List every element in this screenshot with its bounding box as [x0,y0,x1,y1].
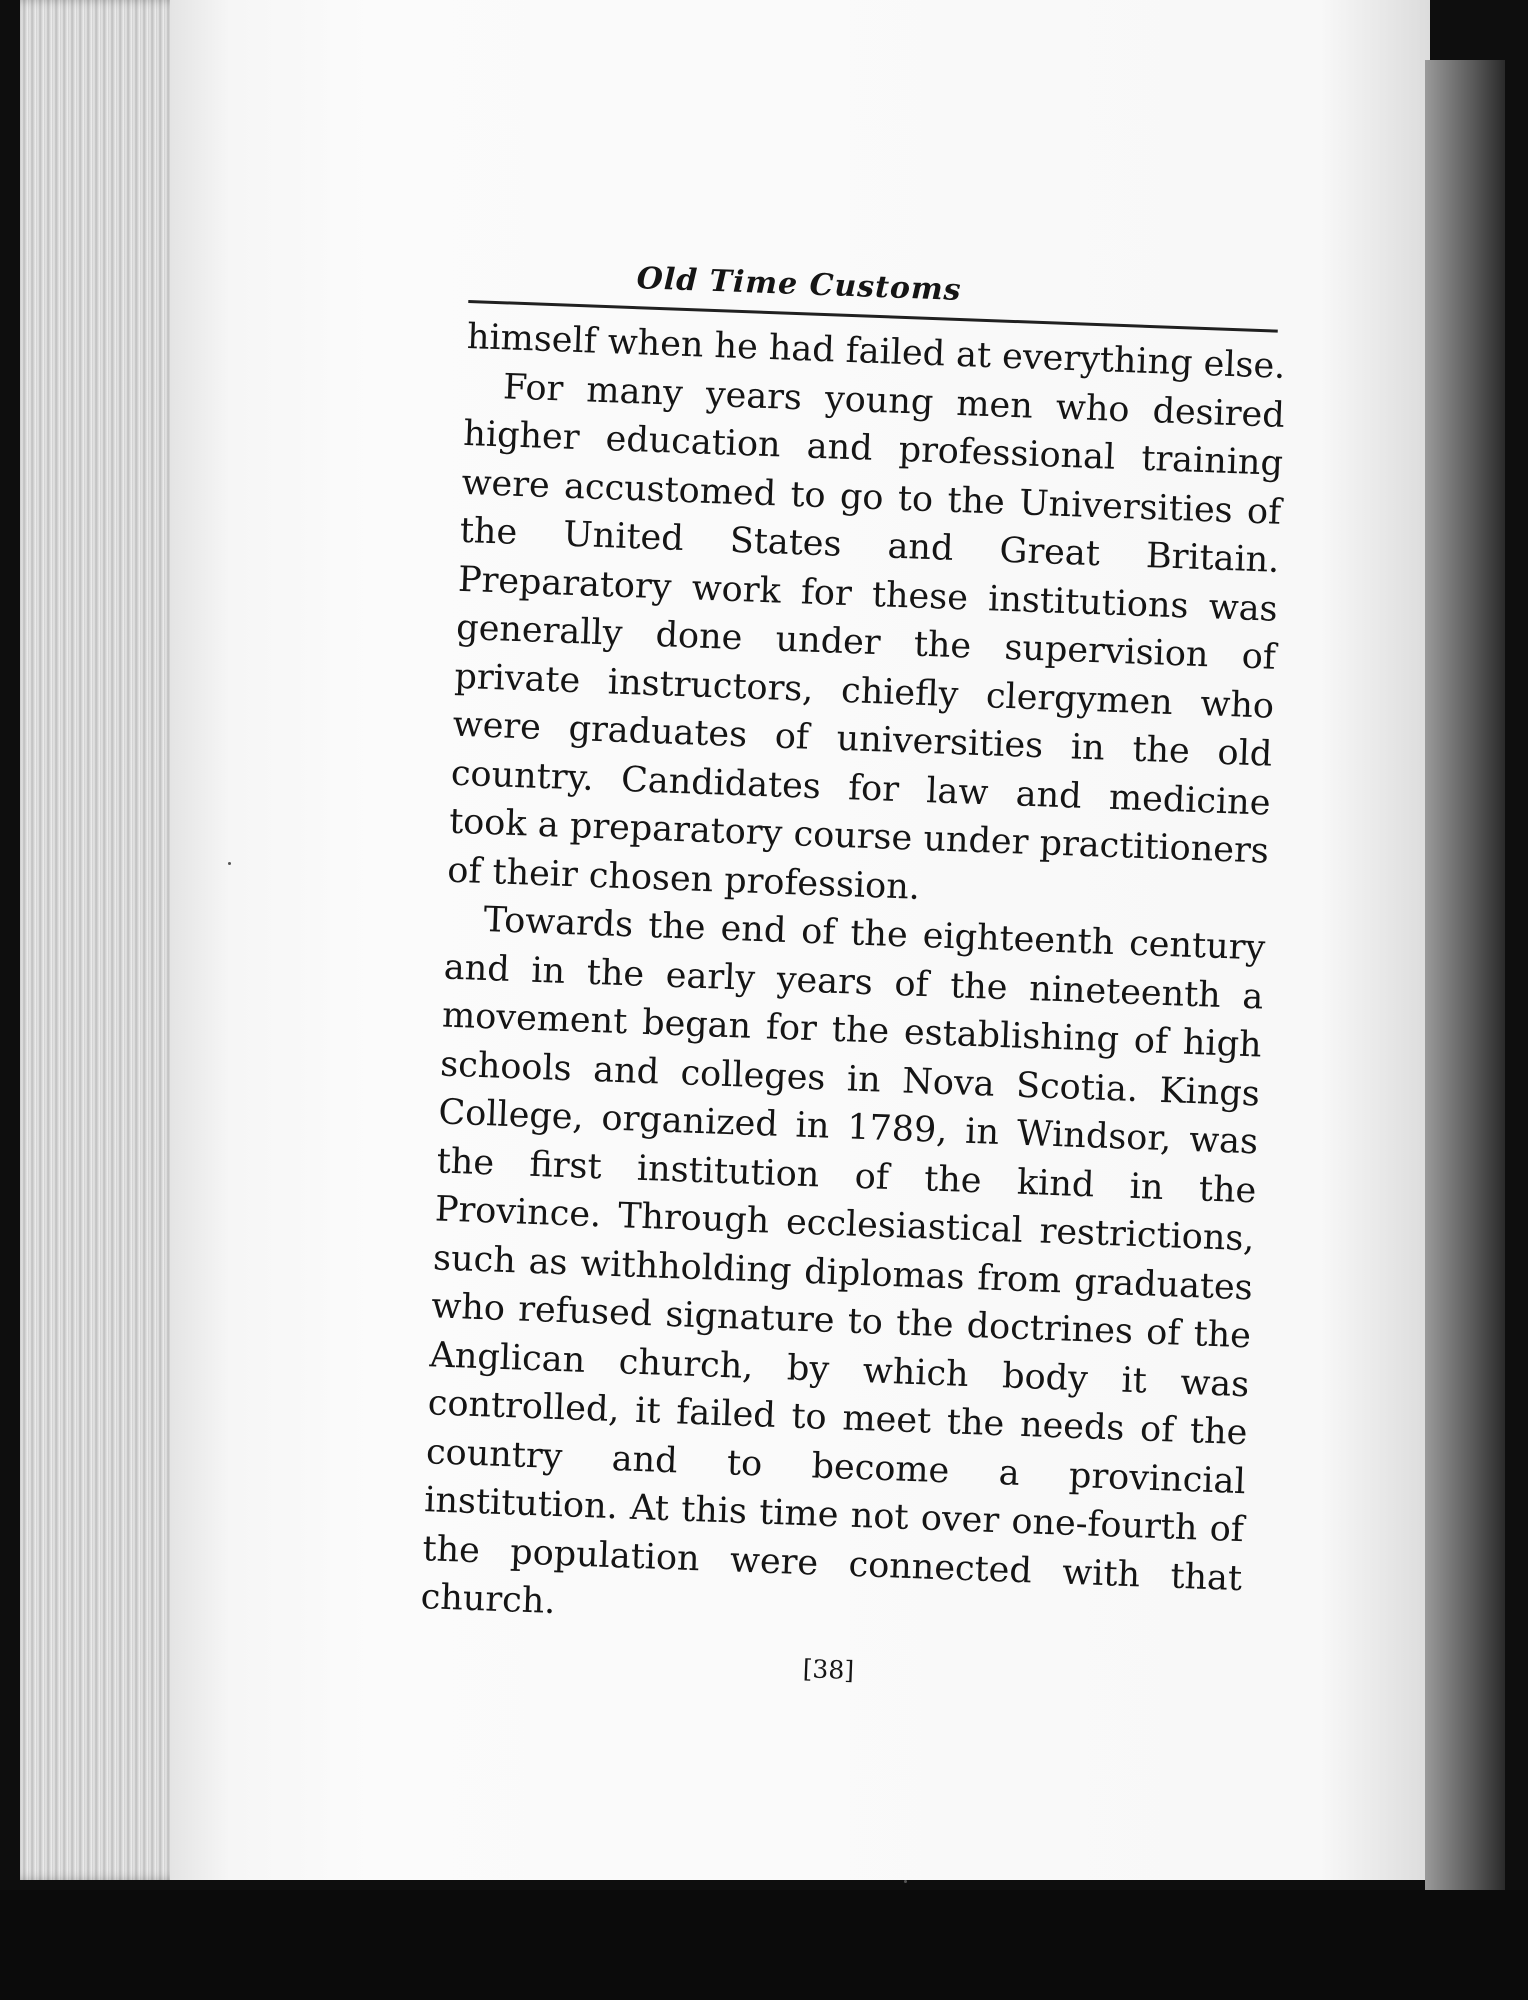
background-shadow [0,1890,1528,2000]
paper-speck [904,1880,907,1883]
page-number: [38] [802,1653,855,1685]
paper-speck [228,862,231,865]
facing-page-edge [1425,60,1505,1960]
paragraph: For many years young men who desired higher education and professional training were accustomed to go to the Universities of the United States and Great Britain. Preparatory work for these institutions was generally done under the supervision of private instructors, chiefly clergymen who were graduates of universities in the old country. Candidates for law and medicine took a preparatory course under practitioners of their chosen profession. [446,366,1286,908]
paragraph: himself when he had failed at everything else. [466,316,1287,387]
paragraph: Towards the end of the eighteenth century and in the early years of the nineteenth a movement began for the establishing of high schools and colleges in Nova Scotia. Kings College, organized in 1789, in Windsor, was the first institution of the kind in the Province. Through ecclesiastical restrictions, such as withholding diplomas from graduates who refused signature to the doctrines of the Anglican church, by which body it was controlled, it failed to meet the needs of the country and to become a provincial institution. At this time not over one-fourth of the population were connected with that church. [420,899,1266,1623]
page-content [418,255,1289,1699]
body-text [420,313,1287,1652]
running-head: Old Time Customs [636,261,963,309]
